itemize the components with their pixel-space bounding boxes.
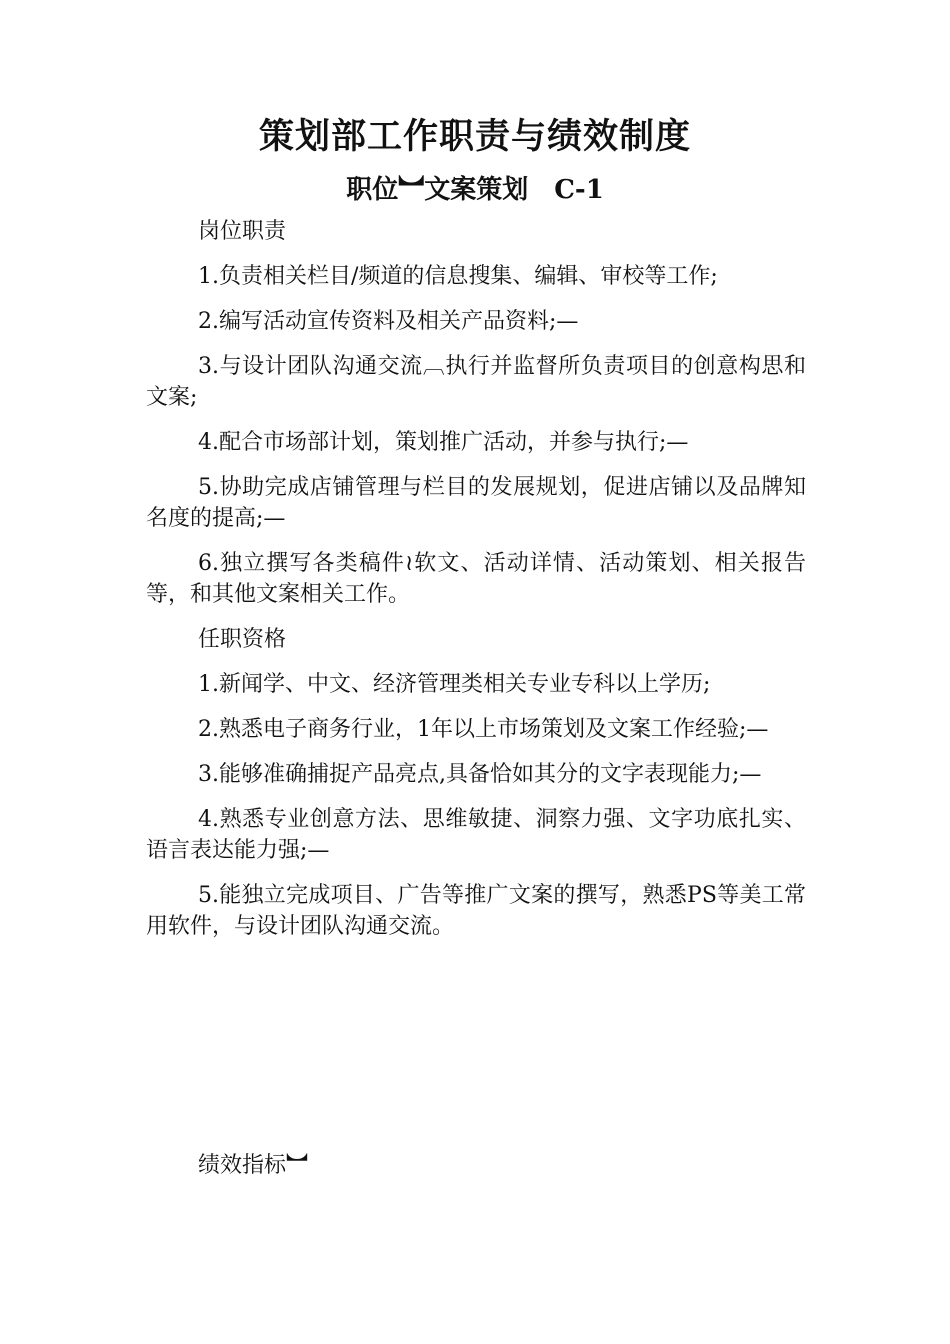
duty-item: 5.协助完成店铺管理与栏目的发展规划，促进店铺以及品牌知名度的提高;— [146,475,806,531]
qualification-item: 4.熟悉专业创意方法、思维敏捷、洞察力强、文字功底扎实、语言表达能力强;— [146,807,806,863]
duty-item: 2.编写活动宣传资料及相关产品资料;— [198,309,579,334]
qualification-item: 3.能够准确捕捉产品亮点,具备恰如其分的文字表现能力;— [198,762,762,787]
duty-item: 6.独立撰写各类稿件≀软文、活动详情、活动策划、相关报告等，和其他文案相关工作。 [146,551,806,607]
duty-item: 4.配合市场部计划，策划推广活动，并参与执行;— [198,430,689,455]
qualification-item: 1.新闻学、中文、经济管理类相关专业专科以上学历; [198,672,711,697]
document-title: 策划部工作职责与绩效制度 [258,116,691,157]
qualification-item: 2.熟悉电子商务行业，1年以上市场策划及文案工作经验;— [198,717,769,742]
duty-item: 1.负责相关栏目/频道的信息搜集、编辑、审校等工作; [198,264,718,289]
section-heading-qualifications: 任职资格 [198,627,287,652]
section-heading-duties: 岗位职责 [198,219,287,244]
document-body [146,216,806,956]
section-heading-kpi: 绩效指标︼ [198,1153,309,1178]
duty-item: 3.与设计团队沟通交流︹执行并监督所负责项目的创意构思和文案; [146,354,806,410]
qualification-item: 5.能独立完成项目、广告等推广文案的撰写，熟悉PS等美工常用软件，与设计团队沟通交流。 [146,883,806,939]
position-subtitle: 职位︼文案策划 C-1 [346,175,604,205]
